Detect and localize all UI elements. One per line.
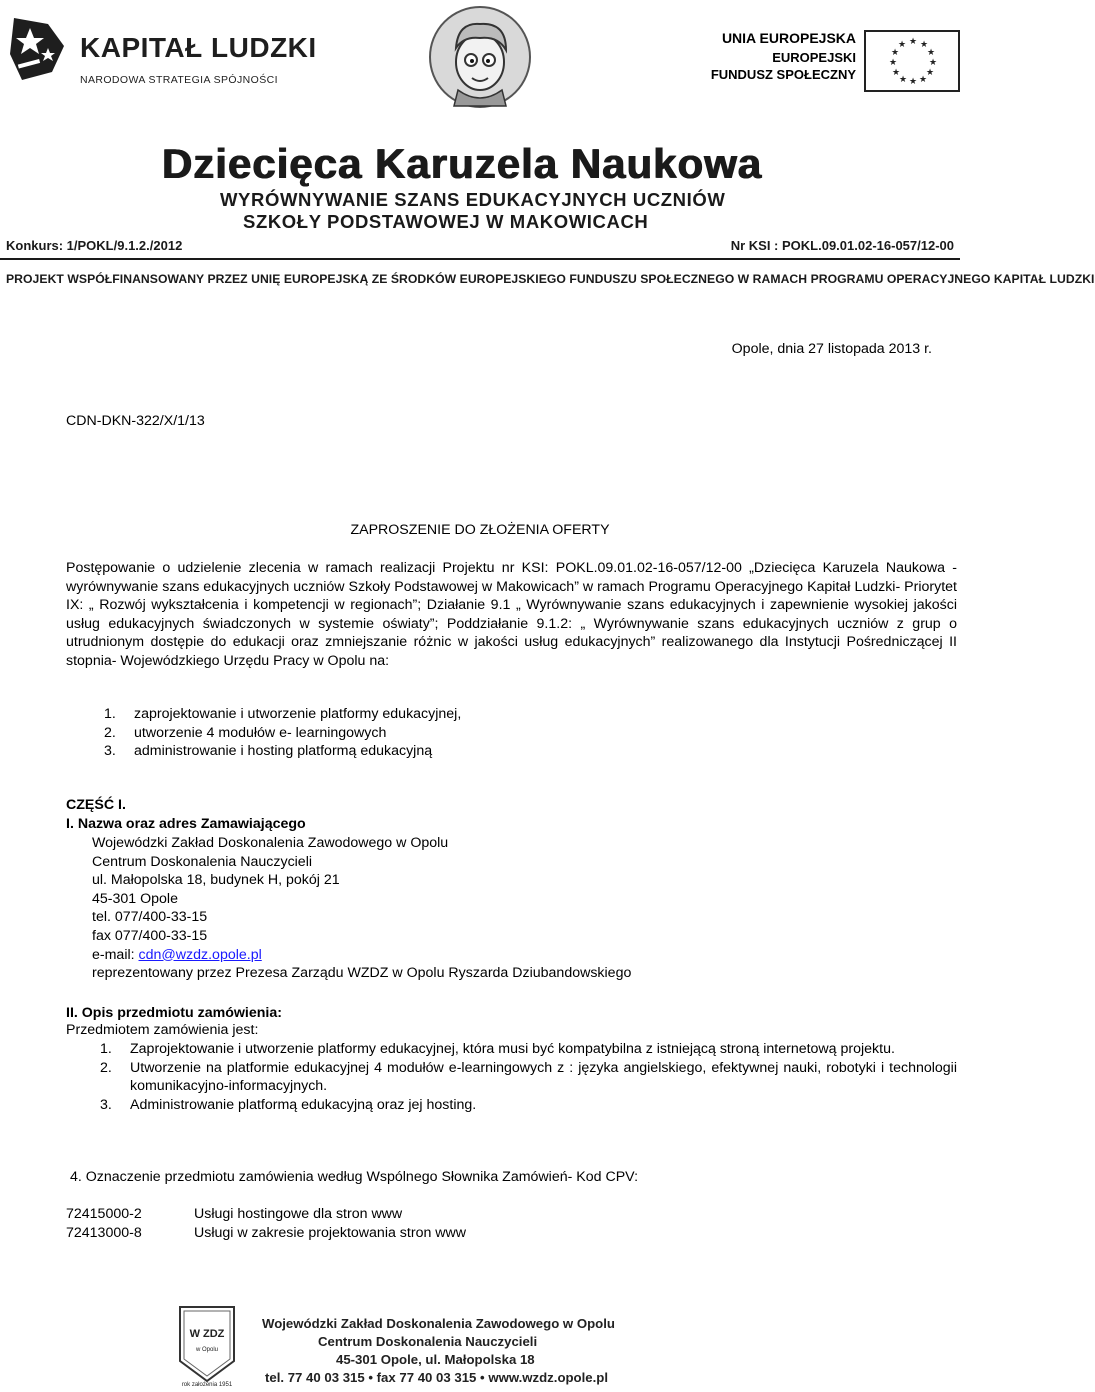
address-phone: tel. 077/400-33-15	[92, 909, 208, 926]
ksi-number: Nr KSI : POKL.09.01.02-16-057/12-00	[730, 238, 954, 253]
eu-line-3: FUNDUSZ SPOŁECZNY	[710, 67, 856, 82]
svg-text:★: ★	[909, 37, 918, 47]
address-line: ul. Małopolska 18, budynek H, pokój 21	[92, 872, 340, 889]
list-item	[100, 1096, 957, 1115]
project-title: Dziecięca Karuzela Naukowa	[162, 140, 763, 187]
footer-line-3: 45-301 Opole, ul. Małopolska 18	[336, 1352, 535, 1367]
intro-text: Postępowanie o udzielenie zlecenia w ramach realizacji Projektu nr KSI: POKL.09.01.02-16-057/12-00 „Dziecięca Karuzela Naukowa - wyrównywanie szans edukacyjnych uczniów Szkoły Podstawowej w Makowicach” w ramach Programu Operacyjnego Kapitał Ludzki- Priorytet IX: „ Rozwój wykształcenia i kompetencji w regionach”; Działanie 9.1 „ Wyrównywanie szans edukacyjnych i zapewnienie wysokiej jakości usług edukacyjnych świadczonych w systemie oświaty”; Poddziałanie 9.1.2: „ Wyrównywanie szans edukacyjnych uczniów z grup o utrudnionym dostępie do edukacji oraz zmniejszanie różnic w jakości usług edukacyjnych” realizowanego dla Instytucji Pośredniczącej II stopnia- Wojewódzkiego Urzędu Pracy w Opolu na:	[66, 560, 957, 669]
mascot-logo	[428, 2, 533, 112]
eu-line-2: EUROPEJSKI	[772, 50, 856, 65]
cpv-row	[66, 1205, 466, 1224]
address-line: Wojewódzki Zakład Doskonalenia Zawodowego w Opolu	[92, 835, 449, 851]
list-item	[100, 1059, 957, 1096]
mascot-boy-icon	[428, 2, 533, 112]
scope-list	[104, 705, 461, 761]
kapital-ludzki-subtitle: NARODOWA STRATEGIA SPÓJNOŚCI	[80, 74, 278, 86]
list-text: Utworzenie na platformie edukacyjnej 4 modułów e-learningowych z : języka angielskiego, efektywnej nauki, robotyki i technologii komunikacyjno-informacyjnych.	[130, 1059, 957, 1095]
address-fax: fax 077/400-33-15	[92, 927, 208, 944]
kapital-ludzki-logo	[8, 14, 317, 94]
list-text: utworzenie 4 modułów e- learningowych	[134, 724, 387, 741]
cpv-code: 72413000-8	[66, 1224, 142, 1241]
svg-text:★: ★	[920, 40, 929, 50]
section-2-intro: Przedmiotem zamówienia jest:	[66, 1022, 259, 1038]
cpv-row	[66, 1224, 466, 1243]
logo-text-year: rok założenia 1951	[181, 1382, 233, 1388]
logo-text-top: W ZDZ	[189, 1328, 225, 1340]
svg-text:★: ★	[898, 40, 907, 50]
footer-line-2: Centrum Doskonalenia Nauczycieli	[318, 1334, 538, 1349]
konkurs-number: Konkurs: 1/POKL/9.1.2./2012	[6, 238, 183, 253]
list-number: 3.	[100, 1096, 112, 1113]
svg-text:★: ★	[919, 75, 928, 85]
address-email-row	[92, 946, 631, 965]
cpv-description: Usługi hostingowe dla stron www	[194, 1206, 403, 1222]
address-line: Centrum Doskonalenia Nauczycieli	[92, 853, 313, 870]
svg-text:★: ★	[927, 48, 936, 58]
list-item	[104, 724, 461, 743]
email-link[interactable]: cdn@wzdz.opole.pl	[138, 946, 262, 963]
subject-list	[100, 1040, 957, 1114]
section-1-heading: I. Nazwa oraz adres Zamawiającego	[66, 816, 306, 832]
intro-paragraph	[66, 559, 957, 671]
cofinancing-statement: PROJEKT WSPÓŁFINANSOWANY PRZEZ UNIĘ EUROPEJSKĄ ZE ŚRODKÓW EUROPEJSKIEGO FUNDUSZU SPOŁECZNEGO W RAMACH PROGRAMU OPERACYJNEGO KAPITAŁ LUDZKI	[6, 272, 1095, 286]
cpv-description: Usługi w zakresie projektowania stron www	[194, 1224, 467, 1241]
eu-line-1: UNIA EUROPEJSKA	[721, 30, 856, 46]
list-number: 3.	[104, 743, 116, 760]
logo-text-city: w Opolu	[195, 1347, 219, 1353]
list-text: Administrowanie platformą edukacyjną oraz jej hosting.	[130, 1096, 477, 1113]
wzdz-logo	[176, 1305, 238, 1387]
svg-text:★: ★	[929, 58, 938, 68]
footer-line-4: tel. 77 40 03 315 • fax 77 40 03 315 • www.wzdz.opole.pl	[265, 1370, 608, 1385]
list-item	[104, 742, 461, 761]
svg-text:★: ★	[891, 48, 900, 58]
svg-text:★: ★	[909, 77, 918, 87]
list-number: 1.	[100, 1041, 112, 1057]
svg-text:★: ★	[889, 58, 898, 68]
list-text: administrowanie i hosting platformą edukacyjną	[134, 743, 433, 760]
svg-text:★: ★	[926, 68, 935, 78]
list-item	[104, 705, 461, 724]
svg-text:★: ★	[892, 68, 901, 78]
contracting-authority-address	[92, 834, 631, 983]
document-heading: ZAPROSZENIE DO ZŁOŻENIA OFERTY	[350, 522, 610, 538]
svg-text:★: ★	[899, 75, 908, 85]
list-item	[100, 1040, 957, 1059]
address-line: 45-301 Opole	[92, 890, 178, 907]
project-subtitle-1: WYRÓWNYWANIE SZANS EDUKACYJNYCH UCZNIÓW	[220, 189, 726, 210]
document-reference: CDN-DKN-322/X/1/13	[66, 413, 205, 429]
cpv-codes	[66, 1205, 466, 1242]
list-number: 2.	[100, 1059, 112, 1076]
email-label: e-mail:	[92, 946, 139, 963]
wzdz-emblem-icon	[176, 1305, 238, 1387]
eu-logo	[710, 26, 960, 87]
list-number: 1.	[104, 706, 116, 722]
project-subtitle-2: SZKOŁY PODSTAWOWEJ W MAKOWICACH	[243, 211, 649, 232]
kapital-ludzki-title: KAPITAŁ LUDZKI	[80, 32, 317, 63]
list-text: Zaprojektowanie i utworzenie platformy edukacyjnej, która musi być kompatybilna z istniejącą stroną internetową projektu.	[130, 1041, 895, 1057]
part-label: CZĘŚĆ I.	[66, 797, 126, 813]
eu-flag-icon	[864, 30, 960, 92]
header-divider	[0, 258, 960, 260]
cpv-code: 72415000-2	[66, 1206, 142, 1222]
section-2-heading: II. Opis przedmiotu zamówienia:	[66, 1005, 282, 1021]
section-4-heading: 4. Oznaczenie przedmiotu zamówienia według Wspólnego Słownika Zamówień- Kod CPV:	[70, 1169, 639, 1185]
footer-line-1: Wojewódzki Zakład Doskonalenia Zawodowego w Opolu	[262, 1316, 615, 1331]
document-date: Opole, dnia 27 listopada 2013 r.	[731, 341, 932, 357]
list-text: zaprojektowanie i utworzenie platformy edukacyjnej,	[134, 706, 462, 722]
kapital-ludzki-emblem-icon	[8, 14, 70, 86]
list-number: 2.	[104, 724, 116, 741]
represented-by: reprezentowany przez Prezesa Zarządu WZDZ w Opolu Ryszarda Dziubandowskiego	[92, 965, 632, 982]
